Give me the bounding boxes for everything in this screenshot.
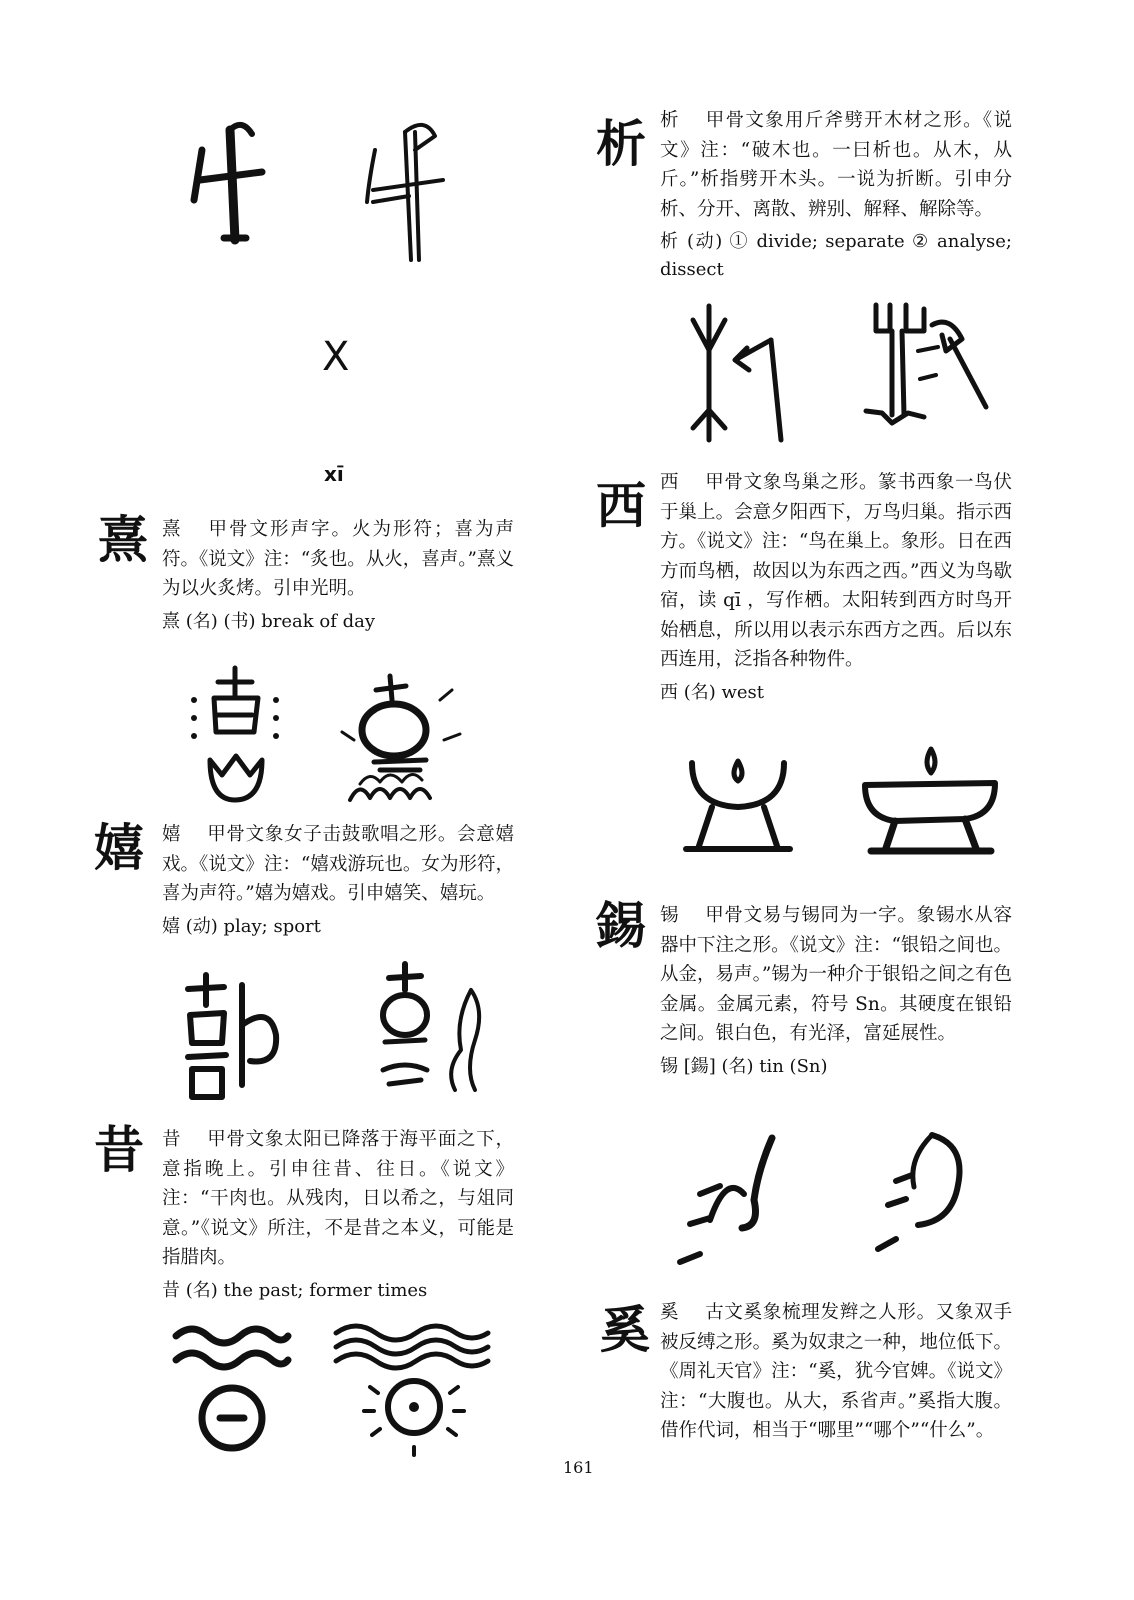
- entry-head: 嬉: [162, 824, 182, 845]
- oracle-glyph-xi-play-1: [180, 965, 290, 1105]
- oracle-glyph-top-1: [180, 110, 270, 245]
- oracle-glyph-xi-tin-2: [862, 1125, 972, 1260]
- entry-head: 昔: [162, 1129, 182, 1150]
- entry-head: 熹: [162, 519, 183, 540]
- oracle-glyph-xi-analyse-1: [685, 300, 795, 450]
- entry-definition: 昔 (名) the past; former times: [162, 1279, 428, 1301]
- entry-text: 甲骨文象太阳已降落于海平面之下，意指晚上。引申往昔、往日。《说文》注：“干肉也。从残肉，日以希之，与俎同意。”《说文》所注，不是昔之本义，可能是指腊肉。: [162, 1129, 514, 1268]
- oracle-glyph-xi-west-1: [678, 745, 798, 860]
- page-number: 161: [563, 1458, 594, 1477]
- entry-head: 析: [660, 110, 680, 131]
- entry-definition: 熹 (名) (书) break of day: [162, 610, 376, 632]
- seal-glyph-xi-analyse: 析: [596, 114, 646, 173]
- seal-glyph-xi-servant: 奚: [600, 1300, 650, 1359]
- entry-xi-west: [660, 468, 1012, 707]
- seal-glyph-xi-bright: 熹: [98, 510, 148, 569]
- seal-glyph-xi-play: 嬉: [94, 818, 144, 877]
- entry-definition: 析 (动) ① divide; separate ② analyse; dissect: [660, 231, 1012, 280]
- entry-xi-play: [162, 820, 514, 941]
- entry-head: 锡: [660, 905, 680, 926]
- oracle-glyph-xi-analyse-2: [862, 295, 997, 445]
- oracle-glyph-xi-west-2: [855, 745, 1005, 860]
- entry-head: 奚: [660, 1302, 680, 1323]
- oracle-glyph-xi-play-2: [375, 960, 495, 1105]
- entry-text: 甲骨文形声字。火为形符；喜为声符。《说文》注：“炙也。从火，喜声。”熹义为以火炙烤。引申光明。: [162, 519, 514, 599]
- entry-xi-servant: [660, 1298, 1012, 1446]
- oracle-glyph-xi-bright-2: [340, 670, 470, 810]
- section-letter: X: [322, 334, 350, 380]
- entry-text: 古文奚象梳理发辫之人形。又象双手被反缚之形。奚为奴隶之一种，地位低下。《周礼天官》注：“奚，犹今官婢。《说文》注：“大腹也。从大，系省声。”奚指大腹。借作代词，相当于“哪里”“哪个”“什么”。: [660, 1302, 1012, 1441]
- entry-xi-tin: [660, 901, 1012, 1081]
- section-pinyin: xī: [324, 462, 344, 486]
- entry-text: 甲骨文象用斤斧劈开木材之形。《说文》注：“破木也。一曰析也。从木，从斤。”析指劈开木头。一说为折断。引申分析、分开、离散、辨别、解释、解除等。: [660, 110, 1012, 220]
- seal-glyph-xi-tin: 錫: [596, 896, 646, 955]
- entry-xi-analyse: [660, 106, 1012, 284]
- entry-text: 甲骨文象鸟巢之形。篆书西象一鸟伏于巢上。会意夕阳西下，万鸟归巢。指示西方。《说文》注：“鸟在巢上。象形。日在西方而鸟栖，故因以为东西之西。”西义为鸟歇宿，读 qī ，写作栖。太阳转到西方时鸟开始栖息，所以用以表示东西方之西。后以东西连用，泛指各种物件。: [660, 472, 1012, 670]
- oracle-glyph-top-2: [345, 110, 455, 265]
- entry-xi-bright: [162, 515, 514, 636]
- seal-glyph-xi-past: 昔: [94, 1120, 144, 1179]
- oracle-glyph-xi-bright-1: [180, 660, 290, 810]
- oracle-glyph-xi-past-2: [330, 1315, 495, 1460]
- entry-definition: 锡 [鍚] (名) tin (Sn): [660, 1055, 828, 1077]
- entry-head: 西: [660, 472, 680, 493]
- entry-xi-past: [162, 1125, 514, 1305]
- entry-text: 甲骨文易与锡同为一字。象锡水从容器中下注之形。《说文》注：“银铅之间也。从金，易声。”锡为一种介于银铅之间之有色金属。金属元素，符号 Sn。其硬度在银铅之间。银白色，有光泽，富延展性。: [660, 905, 1012, 1044]
- entry-definition: 西 (名) west: [660, 681, 765, 703]
- oracle-glyph-xi-tin-1: [670, 1130, 790, 1270]
- entry-text: 甲骨文象女子击鼓歌唱之形。会意嬉戏。《说文》注：“嬉戏游玩也。女为形符，喜为声符。”嬉为嬉戏。引申嬉笑、嬉玩。: [162, 824, 514, 904]
- oracle-glyph-xi-past-1: [170, 1320, 295, 1455]
- entry-definition: 嬉 (动) play; sport: [162, 915, 321, 937]
- seal-glyph-xi-west: 西: [596, 476, 646, 535]
